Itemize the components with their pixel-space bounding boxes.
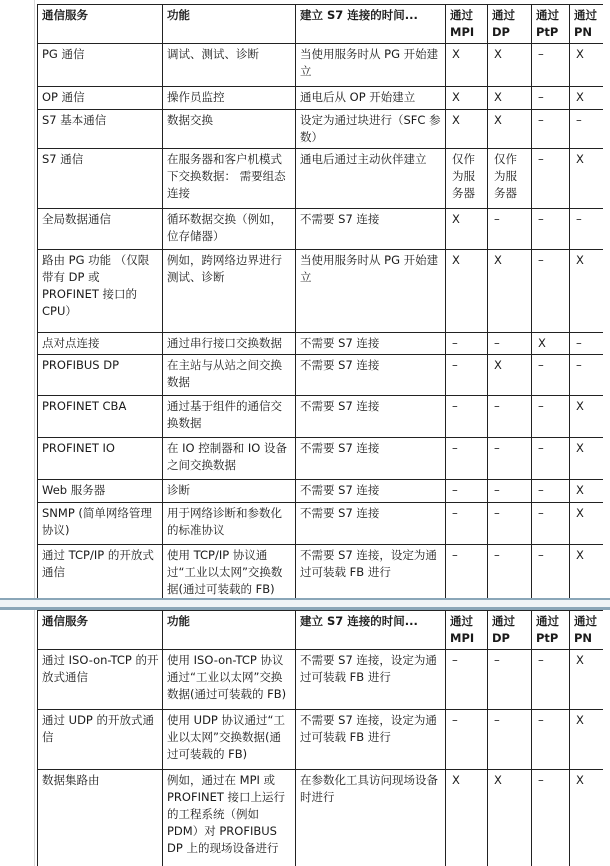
- table-header-row: [38, 5, 604, 44]
- table-row: [38, 770, 604, 866]
- cell-ptp: –: [532, 545, 570, 599]
- cell-time: 不需要 S7 连接: [296, 438, 446, 480]
- header-function: 功能: [163, 611, 296, 650]
- cell-service: PROFINET CBA: [38, 396, 163, 438]
- cell-dp: –: [488, 503, 532, 545]
- cell-service: 全局数据通信: [38, 209, 163, 250]
- cell-ptp: –: [532, 149, 570, 209]
- cell-dp: X: [488, 355, 532, 396]
- cell-dp: X: [488, 770, 532, 866]
- cell-pn: –: [570, 333, 604, 355]
- cell-service: PROFIBUS DP: [38, 355, 163, 396]
- cell-pn: X: [570, 545, 604, 599]
- cell-time: 不需要 S7 连接: [296, 355, 446, 396]
- cell-pn: X: [570, 503, 604, 545]
- cell-mpi: X: [446, 770, 488, 866]
- cell-pn: X: [570, 396, 604, 438]
- cell-mpi: –: [446, 710, 488, 770]
- header-pn: 通过 PN: [570, 611, 604, 650]
- cell-time: 在参数化工具访问现场设备时进行: [296, 770, 446, 866]
- cell-pn: –: [570, 209, 604, 250]
- cell-service: OP 通信: [38, 87, 163, 110]
- cell-mpi: X: [446, 87, 488, 110]
- cell-pn: X: [570, 770, 604, 866]
- cell-ptp: –: [532, 110, 570, 149]
- cell-function: 例如，通过在 MPI 或 PROFINET 接口上运行的工程系统（例如 PDM）对 PROFIBUS DP 上的现场设备进行: [163, 770, 296, 866]
- header-time: 建立 S7 连接的时间...: [296, 5, 446, 44]
- cell-ptp: –: [532, 480, 570, 503]
- cell-dp: X: [488, 44, 532, 87]
- table-row: [38, 438, 604, 480]
- header-service: 通信服务: [38, 5, 163, 44]
- cell-mpi: –: [446, 480, 488, 503]
- cell-time: 不需要 S7 连接: [296, 396, 446, 438]
- header-dp: 通过 DP: [488, 5, 532, 44]
- table-part-2-wrapper: [37, 610, 603, 866]
- cell-service: SNMP (简单网络管理协议): [38, 503, 163, 545]
- cell-ptp: –: [532, 438, 570, 480]
- cell-function: 在 IO 控制器和 IO 设备之间交换数据: [163, 438, 296, 480]
- cell-dp: X: [488, 110, 532, 149]
- cell-mpi: 仅作为服务器: [446, 149, 488, 209]
- cell-service: 通过 TCP/IP 的开放式通信: [38, 545, 163, 599]
- cell-ptp: –: [532, 770, 570, 866]
- table-row: [38, 110, 604, 149]
- header-function: 功能: [163, 5, 296, 44]
- cell-ptp: –: [532, 355, 570, 396]
- cell-time: 当使用服务时从 PG 开始建立: [296, 250, 446, 333]
- cell-time: 设定为通过块进行（SFC 参数）: [296, 110, 446, 149]
- cell-mpi: X: [446, 209, 488, 250]
- table-header-row: [38, 611, 604, 650]
- cell-pn: –: [570, 110, 604, 149]
- table-row: [38, 396, 604, 438]
- cell-ptp: –: [532, 503, 570, 545]
- header-time: 建立 S7 连接的时间...: [296, 611, 446, 650]
- cell-mpi: –: [446, 396, 488, 438]
- cell-dp: –: [488, 209, 532, 250]
- cell-dp: –: [488, 545, 532, 599]
- cell-dp: X: [488, 87, 532, 110]
- cell-pn: X: [570, 87, 604, 110]
- cell-pn: –: [570, 355, 604, 396]
- header-ptp: 通过 PtP: [532, 5, 570, 44]
- cell-service: 数据集路由: [38, 770, 163, 866]
- table-row: [38, 650, 604, 710]
- cell-function: 用于网络诊断和参数化的标准协议: [163, 503, 296, 545]
- cell-service: PG 通信: [38, 44, 163, 87]
- cell-dp: –: [488, 480, 532, 503]
- cell-function: 循环数据交换（例如，位存储器）: [163, 209, 296, 250]
- header-ptp: 通过 PtP: [532, 611, 570, 650]
- cell-ptp: –: [532, 87, 570, 110]
- cell-function: 调试、测试、诊断: [163, 44, 296, 87]
- cell-service: Web 服务器: [38, 480, 163, 503]
- table-row: [38, 149, 604, 209]
- cell-time: 通电后从 OP 开始建立: [296, 87, 446, 110]
- cell-time: 通电后通过主动伙伴建立: [296, 149, 446, 209]
- cell-function: 例如，跨网络边界进行测试、诊断: [163, 250, 296, 333]
- cell-function: 通过串行接口交换数据: [163, 333, 296, 355]
- cell-pn: X: [570, 149, 604, 209]
- header-dp: 通过 DP: [488, 611, 532, 650]
- table-row: [38, 503, 604, 545]
- cell-mpi: X: [446, 110, 488, 149]
- cell-function: 在主站与从站之间交换数据: [163, 355, 296, 396]
- table-row: [38, 710, 604, 770]
- cell-ptp: –: [532, 710, 570, 770]
- cell-pn: X: [570, 480, 604, 503]
- cell-ptp: X: [532, 333, 570, 355]
- cell-dp: X: [488, 250, 532, 333]
- cell-service: S7 基本通信: [38, 110, 163, 149]
- cell-time: 不需要 S7 连接，设定为通过可装载 FB 进行: [296, 710, 446, 770]
- cell-pn: X: [570, 710, 604, 770]
- cell-time: 不需要 S7 连接: [296, 480, 446, 503]
- header-mpi: 通过 MPI: [446, 611, 488, 650]
- table-row: [38, 44, 604, 87]
- cell-service: 路由 PG 功能 （仅限带有 DP 或 PROFINET 接口的 CPU）: [38, 250, 163, 333]
- page-margin: [0, 0, 35, 866]
- cell-service: 通过 ISO-on-TCP 的开放式通信: [38, 650, 163, 710]
- cell-dp: –: [488, 710, 532, 770]
- cell-function: 在服务器和客户机模式下交换数据： 需要组态连接: [163, 149, 296, 209]
- table-row: [38, 333, 604, 355]
- communication-services-table-1: [37, 4, 603, 598]
- cell-service: PROFINET IO: [38, 438, 163, 480]
- cell-pn: X: [570, 250, 604, 333]
- communication-services-table-2: [37, 610, 603, 866]
- cell-function: 通过基于组件的通信交换数据: [163, 396, 296, 438]
- cell-time: 不需要 S7 连接: [296, 209, 446, 250]
- table-row: [38, 209, 604, 250]
- cell-mpi: –: [446, 333, 488, 355]
- cell-mpi: –: [446, 438, 488, 480]
- table-row: [38, 355, 604, 396]
- cell-function: 数据交换: [163, 110, 296, 149]
- cell-function: 使用 ISO-on-TCP 协议通过“工业以太网”交换数据(通过可装载的 FB): [163, 650, 296, 710]
- cell-mpi: –: [446, 650, 488, 710]
- cell-function: 使用 UDP 协议通过“工业以太网”交换数据(通过可装载的 FB): [163, 710, 296, 770]
- page-break-divider: [0, 598, 610, 610]
- cell-service: 点对点连接: [38, 333, 163, 355]
- cell-function: 使用 TCP/IP 协议通过“工业以太网”交换数据(通过可装载的 FB): [163, 545, 296, 599]
- cell-pn: X: [570, 44, 604, 87]
- table-row: [38, 87, 604, 110]
- header-mpi: 通过 MPI: [446, 5, 488, 44]
- table-part-1-wrapper: [37, 4, 603, 598]
- cell-pn: X: [570, 650, 604, 710]
- cell-time: 不需要 S7 连接，设定为通过可装载 FB 进行: [296, 545, 446, 599]
- cell-dp: –: [488, 396, 532, 438]
- cell-dp: –: [488, 650, 532, 710]
- table-row: [38, 250, 604, 333]
- cell-service: 通过 UDP 的开放式通信: [38, 710, 163, 770]
- cell-service: S7 通信: [38, 149, 163, 209]
- table-row: [38, 545, 604, 599]
- cell-mpi: –: [446, 545, 488, 599]
- cell-mpi: –: [446, 503, 488, 545]
- cell-function: 诊断: [163, 480, 296, 503]
- cell-time: 当使用服务时从 PG 开始建立: [296, 44, 446, 87]
- table-row: [38, 480, 604, 503]
- cell-ptp: –: [532, 396, 570, 438]
- cell-dp: –: [488, 438, 532, 480]
- cell-ptp: –: [532, 250, 570, 333]
- cell-dp: 仅作为服务器: [488, 149, 532, 209]
- cell-function: 操作员监控: [163, 87, 296, 110]
- cell-mpi: X: [446, 250, 488, 333]
- cell-mpi: X: [446, 44, 488, 87]
- cell-mpi: –: [446, 355, 488, 396]
- header-service: 通信服务: [38, 611, 163, 650]
- cell-time: 不需要 S7 连接，设定为通过可装载 FB 进行: [296, 650, 446, 710]
- cell-ptp: –: [532, 44, 570, 87]
- cell-dp: –: [488, 333, 532, 355]
- cell-ptp: –: [532, 650, 570, 710]
- cell-time: 不需要 S7 连接: [296, 503, 446, 545]
- header-pn: 通过 PN: [570, 5, 604, 44]
- cell-ptp: –: [532, 209, 570, 250]
- cell-time: 不需要 S7 连接: [296, 333, 446, 355]
- cell-pn: X: [570, 438, 604, 480]
